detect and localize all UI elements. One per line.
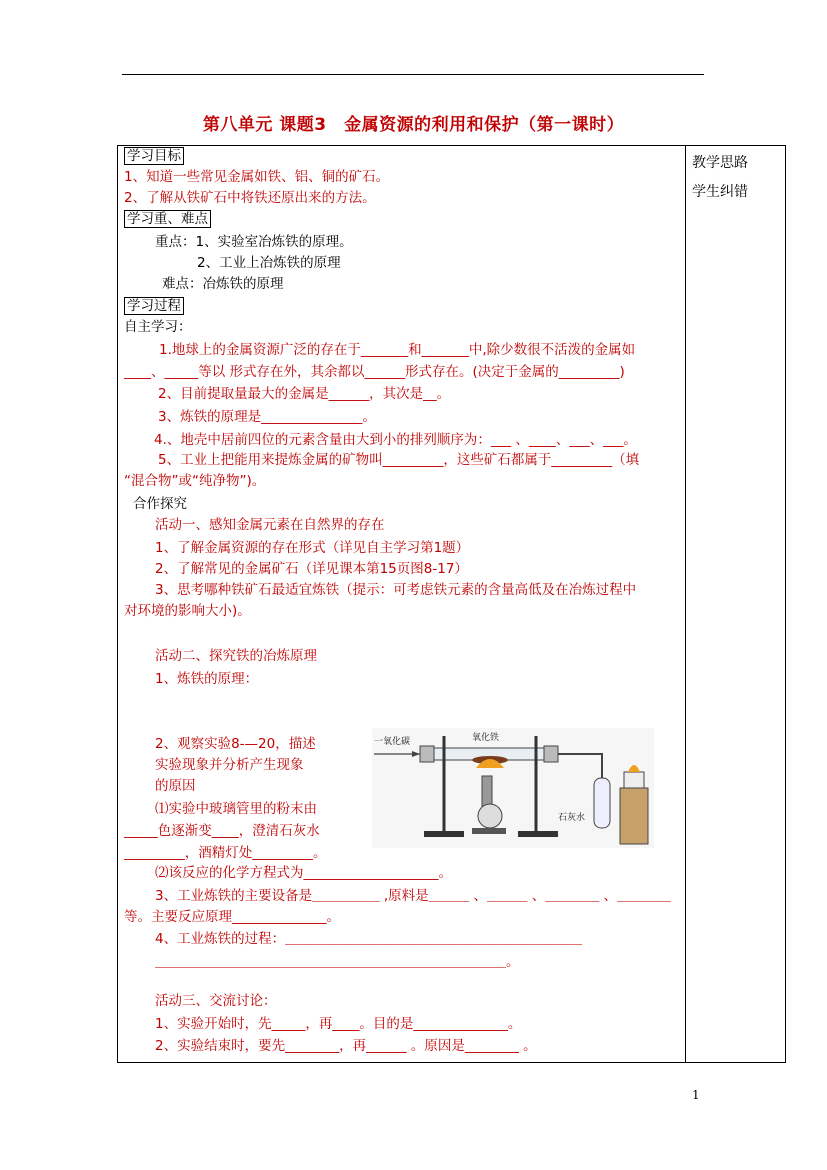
worksheet-line: 5、工业上把能用来提炼金属的矿物叫_________，这些矿石都属于_________（填: [158, 452, 640, 468]
worksheet-line: 活动二、探究铁的冶炼原理: [155, 648, 317, 664]
worksheet-line: 4、工业炼铁的过程：＿＿＿＿＿＿＿＿＿＿＿＿＿＿＿＿＿＿＿＿＿＿: [155, 931, 583, 947]
worksheet-line: ____、_____等以 形式存在外，其余都以______形式存在。(决定于金属的_________): [124, 364, 625, 380]
section-heading-label: 学习过程: [124, 297, 184, 315]
worksheet-line: 1、实验开始时，先_____，再____。目的是______________。: [155, 1016, 522, 1032]
worksheet-line: 2、工业上冶炼铁的原理: [197, 255, 341, 271]
worksheet-line: 难点：冶炼铁的原理: [162, 276, 284, 292]
section-heading: [124, 210, 211, 228]
worksheet-line: 1.地球上的金属资源广泛的存在于_______和_______中,除少数很不活泼的金属如: [159, 342, 636, 358]
label-iron-oxide: 氧化铁: [472, 733, 500, 743]
section-heading-label: 学习目标: [124, 147, 184, 165]
worksheet-line: 3、思考哪种铁矿石最适宜炼铁（提示：可考虑铁元素的含量高低及在冶炼过程中: [155, 582, 637, 598]
section-heading: [124, 147, 184, 165]
worksheet-line: 3、炼铁的原理是_______________。: [158, 409, 376, 425]
worksheet-line: “混合物”或“纯净物”)。: [124, 473, 266, 489]
worksheet-line: 的原因: [155, 778, 196, 794]
worksheet-line: _____色逐渐变____，澄清石灰水: [124, 823, 320, 839]
worksheet-line: 活动一、感知金属元素在自然界的存在: [155, 517, 385, 533]
side-label-teaching: 教学思路: [692, 155, 748, 171]
iron-smelting-apparatus-figure: [372, 728, 654, 848]
worksheet-line: 对环境的影响大小)。: [124, 603, 251, 619]
worksheet-line: 实验现象并分析产生现象: [155, 757, 304, 773]
worksheet-line: 重点：1、实验室冶炼铁的原理。: [155, 234, 353, 250]
section-heading: [124, 297, 184, 315]
worksheet-line: 4.、地壳中居前四位的元素含量由大到小的排列顺序为：___ 、____、___、___。: [154, 432, 637, 448]
worksheet-line: 1、了解金属资源的存在形式（详见自主学习第1题）: [155, 540, 470, 556]
worksheet-line: 1、知道一些常见金属如铁、铝、铜的矿石。: [124, 169, 390, 185]
worksheet-line: 等。主要反应原理______________。: [124, 909, 340, 925]
worksheet-line: ⑵该反应的化学方程式为____________________。: [155, 865, 452, 881]
worksheet-line: ＿＿＿＿＿＿＿＿＿＿＿＿＿＿＿＿＿＿＿＿＿＿＿＿＿＿。: [155, 954, 520, 970]
worksheet-line: 2、了解从铁矿石中将铁还原出来的方法。: [124, 190, 376, 206]
worksheet-line: 自主学习：: [124, 319, 192, 335]
page-number: 1: [692, 1088, 700, 1102]
page-title: 第八单元 课题3 金属资源的利用和保护（第一课时）: [202, 115, 625, 135]
worksheet-line: 3、工业炼铁的主要设备是＿＿＿＿＿ ,原料是＿＿＿ 、＿＿＿ 、＿＿＿＿ 、＿＿＿＿: [155, 888, 672, 904]
worksheet-line: 2、实验结束时，要先________，再______ 。原因是________ 。: [155, 1038, 537, 1054]
worksheet-line: 2、观察实验8-—20，描述: [155, 736, 316, 752]
label-co: 一氧化碳: [374, 737, 411, 747]
worksheet-line: 2、目前提取量最大的金属是______，其次是__。: [158, 386, 451, 402]
worksheet-line: ⑴实验中玻璃管里的粉末由: [155, 801, 317, 817]
section-heading-label: 学习重、难点: [124, 210, 211, 228]
worksheet-line: 2、了解常见的金属矿石（详见课本第15页图8-17）: [155, 561, 468, 577]
worksheet-line: 活动三、交流讨论：: [155, 993, 277, 1009]
label-limewater: 石灰水: [558, 813, 586, 823]
header-rule: [122, 74, 704, 75]
worksheet-line: 合作探究: [133, 496, 187, 512]
column-divider: [685, 146, 686, 1062]
worksheet-line: _________，酒精灯处_________。: [124, 845, 327, 861]
worksheet-line: 1、炼铁的原理：: [155, 671, 259, 687]
side-label-correction: 学生纠错: [692, 184, 748, 200]
